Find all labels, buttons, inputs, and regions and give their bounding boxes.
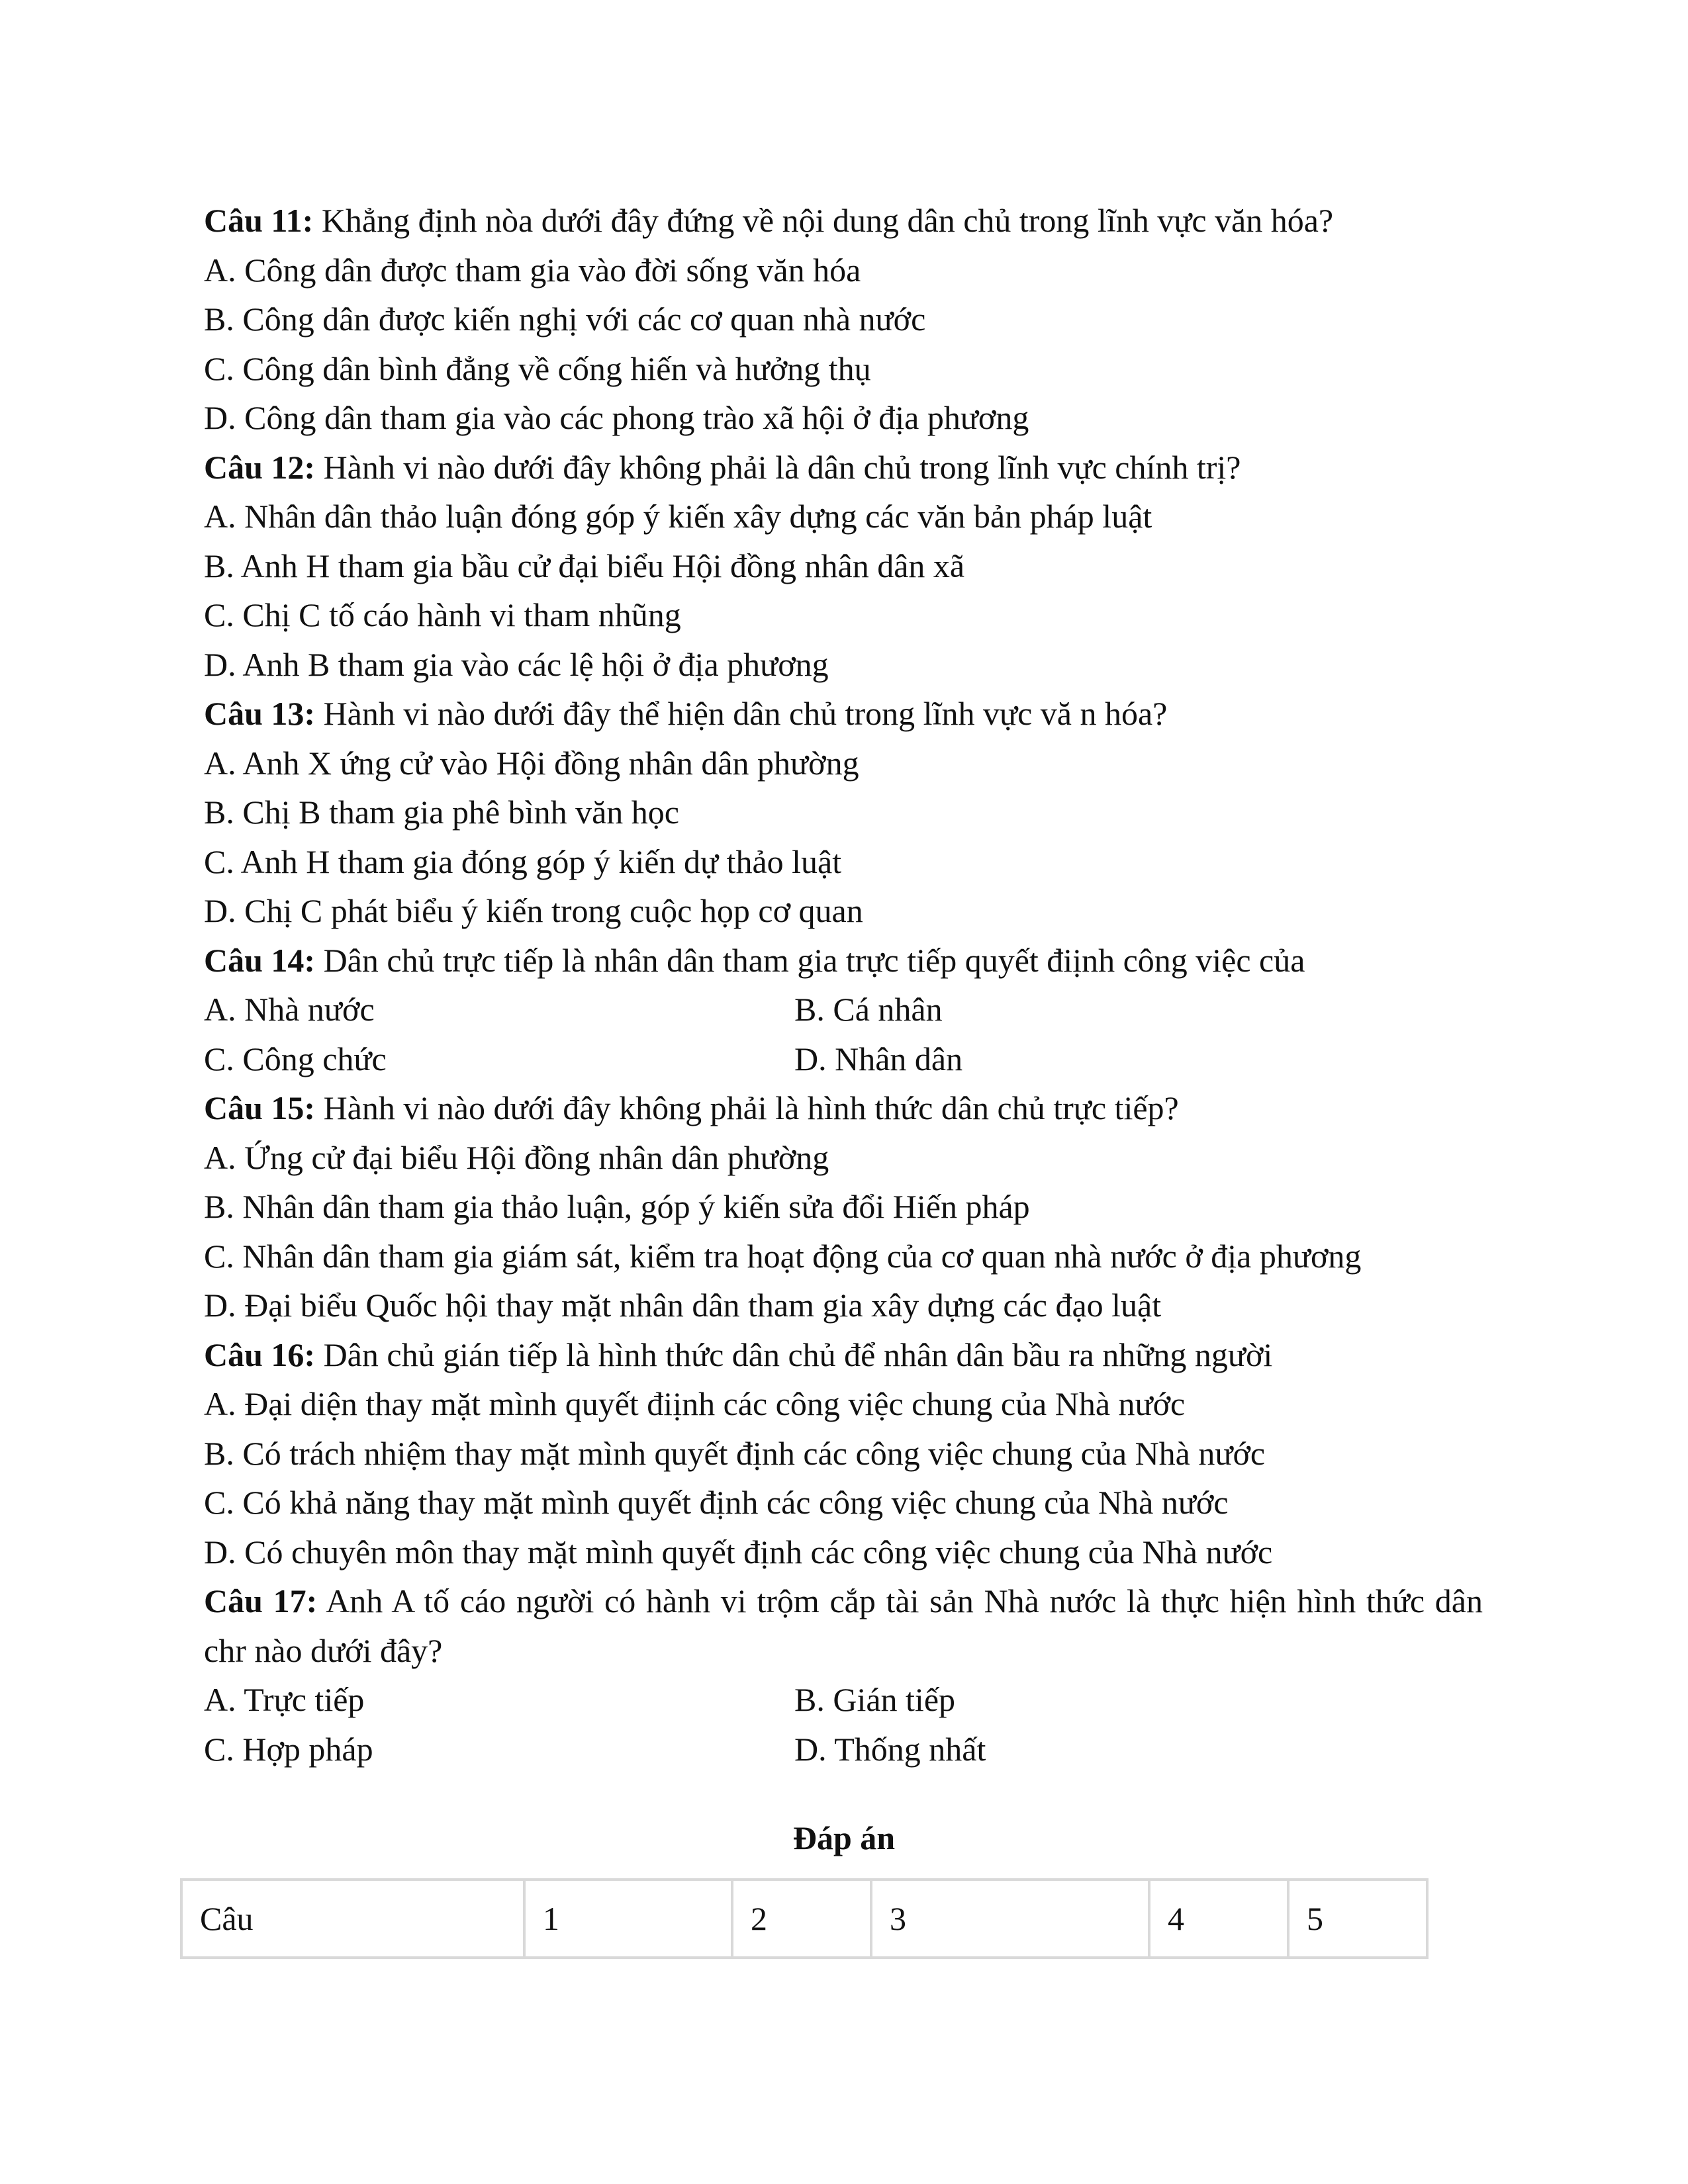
- question-list: [204, 196, 1483, 1774]
- answer-table: [180, 1878, 1429, 1959]
- option-c: C. Công chức: [204, 1040, 387, 1077]
- option-b: B. Anh H tham gia bầu cử đại biểu Hội đồng nhân dân xã: [204, 547, 965, 584]
- question-11: [204, 196, 1483, 246]
- option-c: C. Hợp pháp: [204, 1730, 373, 1768]
- option-d: D. Chị C phát biểu ý kiến trong cuộc họp cơ quan: [204, 892, 863, 929]
- option-a: A. Nhà nước: [204, 991, 375, 1028]
- question-text: Hành vi nào dưới đây không phải là dân chủ trong lĩnh vực chính trị?: [315, 448, 1241, 486]
- option-b: B. Công dân được kiến nghị với các cơ quan nhà nước: [204, 300, 926, 338]
- question-13: [204, 689, 1483, 739]
- question-text: Anh A tố cáo người có hành vi trộm cắp tài sản Nhà nước là thực hiện hình thức dân chr nào dưới đây?: [204, 1582, 1483, 1669]
- option-c: C. Chị C tố cáo hành vi tham nhũng: [204, 596, 681, 633]
- option-c: C. Anh H tham gia đóng góp ý kiến dự thảo luật: [204, 842, 842, 880]
- answer-title: Đáp án: [792, 1819, 896, 1856]
- option-a: A. Trực tiếp: [204, 1681, 365, 1718]
- option-a: A. Nhân dân thảo luận đóng góp ý kiến xây dựng các văn bản pháp luật: [204, 498, 1152, 535]
- question-text: Dân chủ gián tiếp là hình thức dân chủ để nhân dân bầu ra những người: [315, 1336, 1273, 1373]
- option-b: B. Có trách nhiệm thay mặt mình quyết định các công việc chung của Nhà nước: [204, 1434, 1266, 1472]
- table-cell: Câu: [181, 1880, 524, 1958]
- option-row: [204, 985, 1483, 1034]
- question-text: Khẳng định nòa dưới đây đứng về nội dung dân chủ trong lĩnh vực văn hóa?: [313, 202, 1334, 239]
- option-a: A. Anh X ứng cử vào Hội đồng nhân dân phường: [204, 744, 859, 782]
- option-d: D. Thống nhất: [794, 1730, 986, 1768]
- option-b: B. Cá nhân: [794, 991, 943, 1028]
- option-row: [204, 1675, 1483, 1725]
- option-c: C. Nhân dân tham gia giám sát, kiểm tra hoạt động của cơ quan nhà nước ở địa phương: [204, 1237, 1362, 1275]
- option-a: A. Đại diện thay mặt mình quyết điịnh các công việc chung của Nhà nước: [204, 1385, 1186, 1422]
- option-a: A. Công dân được tham gia vào đời sống văn hóa: [204, 251, 861, 289]
- table-cell: 3: [871, 1880, 1149, 1958]
- option-c: C. Công dân bình đẳng về cống hiến và hưởng thụ: [204, 349, 871, 387]
- table-row: [181, 1880, 1427, 1958]
- option-d: D. Anh B tham gia vào các lệ hội ở địa phương: [204, 645, 829, 683]
- table-cell: 2: [732, 1880, 871, 1958]
- option-d: D. Có chuyên môn thay mặt mình quyết định các công việc chung của Nhà nước: [204, 1533, 1273, 1570]
- question-14: [204, 936, 1483, 985]
- question-text: Hành vi nào dưới đây không phải là hình thức dân chủ trực tiếp?: [315, 1089, 1179, 1126]
- option-row: [204, 1725, 1483, 1774]
- question-label: Câu 14:: [204, 941, 316, 979]
- question-label: Câu 16:: [204, 1336, 316, 1373]
- question-text: Dân chủ trực tiếp là nhân dân tham gia trực tiếp quyết điịnh công việc của: [315, 941, 1305, 979]
- option-a: A. Ứng cử đại biểu Hội đồng nhân dân phường: [204, 1138, 829, 1176]
- option-b: B. Gián tiếp: [794, 1681, 956, 1718]
- option-b: B. Chị B tham gia phê bình văn học: [204, 794, 679, 831]
- question-label: Câu 11:: [204, 202, 314, 239]
- question-label: Câu 13:: [204, 695, 316, 732]
- option-row: [204, 1034, 1483, 1084]
- question-text: Hành vi nào dưới đây thể hiện dân chủ trong lĩnh vực vă n hóa?: [315, 695, 1168, 732]
- question-label: Câu 15:: [204, 1089, 316, 1126]
- option-b: B. Nhân dân tham gia thảo luận, góp ý kiến sửa đổi Hiến pháp: [204, 1188, 1030, 1225]
- question-label: Câu 17:: [204, 1582, 318, 1619]
- question-15: [204, 1083, 1483, 1133]
- table-cell: 1: [524, 1880, 732, 1958]
- question-12: [204, 443, 1483, 492]
- table-cell: 5: [1288, 1880, 1427, 1958]
- option-d: D. Đại biểu Quốc hội thay mặt nhân dân tham gia xây dựng các đạo luật: [204, 1287, 1162, 1324]
- question-label: Câu 12:: [204, 448, 316, 486]
- option-d: D. Công dân tham gia vào các phong trào xã hội ở địa phương: [204, 399, 1029, 436]
- question-17: [204, 1576, 1483, 1675]
- option-d: D. Nhân dân: [794, 1040, 963, 1077]
- option-c: C. Có khả năng thay mặt mình quyết định các công việc chung của Nhà nước: [204, 1484, 1229, 1521]
- question-16: [204, 1330, 1483, 1380]
- table-cell: 4: [1149, 1880, 1288, 1958]
